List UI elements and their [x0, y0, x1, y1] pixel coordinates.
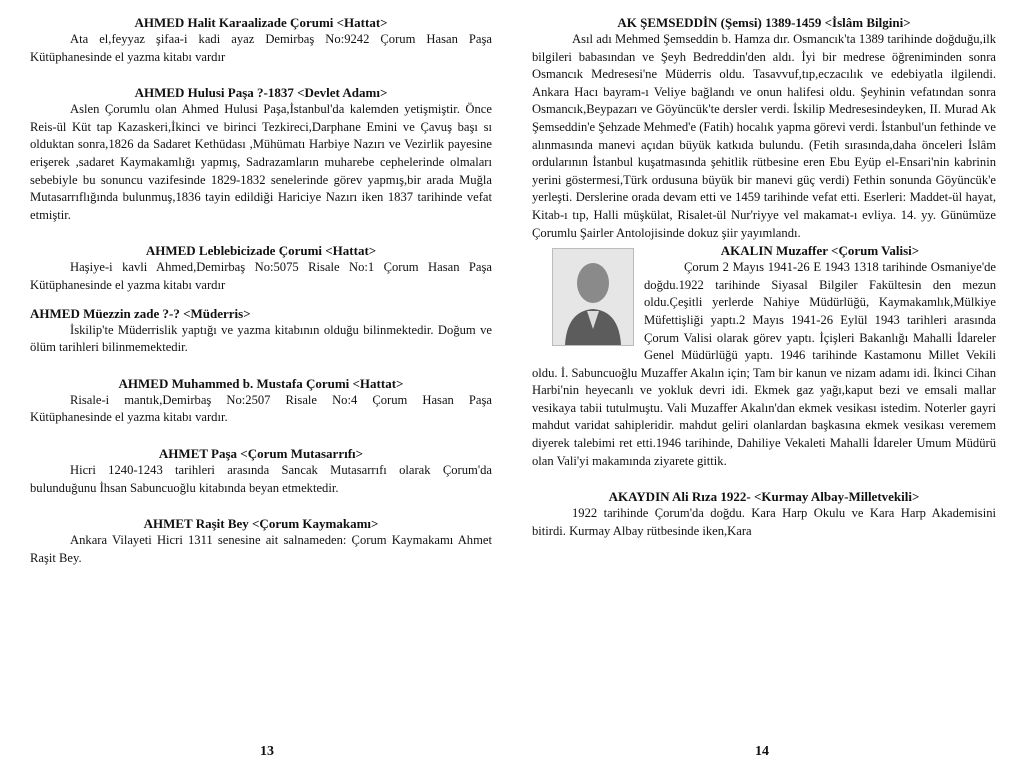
page-number: 14 — [755, 744, 769, 759]
entry-ahmed-halit — [30, 14, 492, 66]
entry-heading: AHMET Raşit Bey <Çorum Kaymakamı> — [143, 516, 379, 532]
entry-body: Ankara Vilayeti Hicri 1311 senesine ait salnameden: Çorum Kaymakamı Ahmet Raşit Bey. — [30, 533, 492, 565]
entry-heading: AHMET Paşa <Çorum Mutasarrıfı> — [158, 445, 364, 461]
entry-body: Çorum 2 Mayıs 1941-26 E 1943 1318 tarihinde Osmaniye'de doğdu.1922 tarihinde Siyasal Bilgiler Fakültesin den mezun oldu.Çeşitli yerlerde Nahiye Müdürlüğü, Kaymakamlık,Mülkiye Müfettişliği yaptı.2 Mayıs 1941-26 Eylül 1943 tarihleri arasında Çorum Valisi olarak görev yaptı. İçişleri Bakanlığı Mahalli İdareler Genel Müdürlüğü yaptı. 1946 tarihinde Kastamonu Millet Vekili oldu. İ. Sabuncuoğlu Muzaffer Akalın için; Tam bir kanun ve nizam adamı idi. İkinci Cihan Harbi'nin heyecanlı ve yokluk devri idi. Ekmek gaz yağı,kaput bezi ve emsali mallar vesikaya tabii tutulmuştu. Vali Muzaffer Akalın'dan ekmek vesikası istedim. Noterler gayri mahdut varidat sahipleridir. mahdut geliri olanlardan başkasına ekmek vesikası veremem diyerek talebimi ret etti.1946 tarihinde, Dahiliye Vekaleti Mahalli İdareler Umum Müdürü olan Vali'yi makamında ziyarete gittik. — [532, 260, 996, 468]
entry-body: 1922 tarihinde Çorum'da doğdu. Kara Harp Okulu ve Kara Harp Akademisini bitirdi. Kurmay Albay rütbesinde iken,Kara — [532, 506, 996, 538]
entry-ahmet-pasa — [30, 445, 492, 497]
entry-heading: AK ŞEMSEDDİN (Şemsi) 1389-1459 <İslâm Bilgini> — [617, 15, 911, 30]
entry-heading: AHMED Müezzin zade ?-? <Müderris> — [30, 305, 251, 321]
entry-body: Asıl adı Mehmed Şemseddin b. Hamza dır. Osmancık'ta 1389 tarihinde doğduğu,ilk bilgileri babasından ve Şeyh Bedreddin'den aldı. İyi bir medrese öğreniminden sonra Osmancık Medresesi'ne Müderris oldu. Tasavvuf,tıp,eczacılık ve edebiyatla ilgilendi. Ankara Hacı bayram-ı Veliye bağlandı ve onun halifesi oldu. Şeyhinin vefatından sonra Osmancık,Beypazarı ve Göyüncük'te dersler verdi. İskilip Medresesindeyken, II. Murad Ak Şemseddin'e Şehzade Mehmed'e (Fatih) hocalık yapma görevi verdi. İstanbul'un fethinde ve alınmasında manevi açıdan büyük katkıda bulundu. (Fetih sırasında,daha önceleri İslâm ordularının İstanbul kuşatmasında şehitlik rütbesine eren Ebu Eyüp el-Ensari'nin kabrinin yerini göstermesi,Türk ordusuna büyük bir manevi güç verdi) Fethin sonunda Göyüncük'e yerleşti. Derslerine orada devam etti ve 1459 tarihinde vefat etti. Eserleri: Maddet-ül hayat, Kitab-ı tıp, Halli müşkülat, Risalet-ül Nur'riyye vel makamat-ı evliya. 14. yy. Günümüze Çorumlu Şairler Antolojisinde dokuz şiir yayımlandı. — [532, 32, 996, 240]
entry-body: Aslen Çorumlu olan Ahmed Hulusi Paşa,İstanbul'da kalemden yetişmiştir. Önce Reis-ül Küt tap Kazaskeri,İkinci ve birinci Tezkireci,Darphane Emini ve Çavuş başı sı olduktan sonra,1826 da Sadaret Kethüdası ,Mühümatı Harbiye Nazırı ve Vezirlik payesine erişerek ,sadaret Kaymakamlığı yapmış, Sadrazamların muharebe cephelerinde olmaları sebebiyle bu sonuncu vazifesinde 1829-1832 senelerinde görev yapmış,bir arada Muğla Mutasarrıflığında bulunmuş,1836 tayin edildiği Hariciye Nazırı iken 1837 tarihinde vefat etmiştir. — [30, 102, 492, 222]
entry-heading: AHMED Hulusi Paşa ?-1837 <Devlet Adamı> — [134, 85, 388, 101]
portrait-photo — [552, 248, 634, 346]
entry-ahmed-muhammed — [30, 375, 492, 427]
entry-body: Hicri 1240-1243 tarihleri arasında Sancak Mutasarrıfı olarak Çorum'da bulunduğunu İhsan Sabuncuoğlu kitabında beyan etmektedir. — [30, 462, 492, 495]
entry-heading: AKAYDIN Ali Rıza 1922- <Kurmay Albay-Milletvekili> — [608, 489, 920, 505]
entry-ak-semseddin — [532, 14, 996, 242]
page-number: 13 — [260, 744, 274, 759]
entry-heading: AKALIN Muzaffer <Çorum Valisi> — [720, 243, 920, 259]
entry-heading: AHMED Halit Karaalizade Çorumi <Hattat> — [134, 15, 388, 30]
entry-ahmed-muezzinzade — [30, 305, 492, 357]
entry-body: Haşiye-i kavli Ahmed,Demirbaş No:5075 Risale No:1 Çorum Hasan Paşa Kütüphanesinde el yazma kitabı vardır — [30, 260, 492, 292]
entry-ahmed-leblebicizade — [30, 242, 492, 294]
portrait-icon — [553, 249, 633, 345]
entry-body: Ata el,feyyaz şifaa-i kadi ayaz Demirbaş No:9242 Çorum Hasan Paşa Kütüphanesinde el yazma kitabı vardır — [30, 32, 492, 64]
entry-body: Risale-i mantık,Demirbaş No:2507 Risale No:4 Çorum Hasan Paşa Kütüphanesinde el yazma kitabı vardır. — [30, 392, 492, 425]
entry-body: İskilip'te Müderrislik yaptığı ve yazma kitabının olduğu bilinmektedir. Doğum ve ölüm tarihleri bilinmemektedir. — [30, 322, 492, 355]
entry-ahmed-hulusi — [30, 84, 492, 224]
right-page — [532, 14, 996, 540]
entry-heading: AHMED Leblebicizade Çorumi <Hattat> — [145, 243, 377, 259]
entry-heading: AHMED Muhammed b. Mustafa Çorumi <Hattat> — [118, 375, 404, 391]
left-page — [30, 14, 492, 567]
entry-akaydin-ali-riza — [532, 488, 996, 540]
entry-akalin-muzaffer — [532, 242, 996, 470]
entry-ahmet-rasit — [30, 515, 492, 567]
